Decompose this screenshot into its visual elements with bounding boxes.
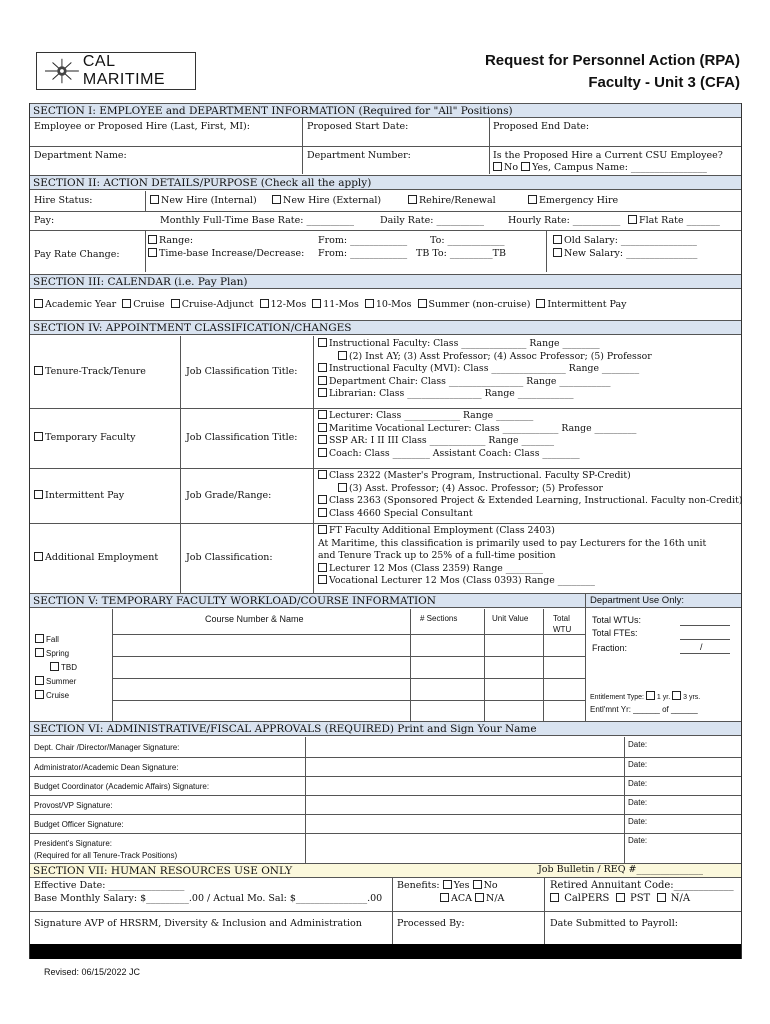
spring-checkbox[interactable] [35, 648, 44, 657]
approval-label-5: President's Signature: [34, 839, 113, 848]
section-3-header: SECTION III: CALENDAR (i.e. Pay Plan) [30, 274, 741, 289]
new-salary-checkbox[interactable] [553, 248, 562, 257]
appointment-type-1 [34, 432, 135, 444]
classification-line [318, 575, 595, 587]
calendar-options [34, 299, 633, 311]
approval-divider [30, 795, 741, 796]
approval-label-1: Administrator/Academic Dean Signature: [34, 763, 179, 772]
classification-line [318, 525, 555, 537]
appointment-type-3 [34, 552, 158, 564]
approval-divider [30, 814, 741, 815]
calendar-checkbox-2[interactable] [171, 299, 180, 308]
calendar-checkbox-7[interactable] [536, 299, 545, 308]
job-bulletin-field[interactable]: Job Bulletin / REQ #______________ [538, 864, 703, 875]
classification-checkbox[interactable] [318, 338, 327, 347]
total-ftes-label: Total FTEs: [592, 628, 638, 638]
appointment-type-checkbox-3[interactable] [34, 552, 43, 561]
fall-checkbox[interactable] [35, 634, 44, 643]
range-to-field[interactable]: To: ____________ [430, 235, 505, 246]
classification-checkbox[interactable] [318, 448, 327, 457]
classification-checkbox[interactable] [318, 470, 327, 479]
timebase-to-field[interactable]: TB To: _________TB [416, 248, 506, 259]
benefits-yes-checkbox[interactable] [443, 880, 452, 889]
daily-rate-field[interactable]: Daily Rate: __________ [380, 215, 484, 226]
classification-line [318, 423, 636, 435]
classification-line [318, 388, 574, 400]
unit-value-column-header: Unit Value [492, 614, 529, 623]
title-line-1: Request for Personnel Action (RPA) [484, 52, 740, 69]
pst-checkbox[interactable] [616, 893, 625, 902]
job-classification-label-3: Job Classification: [186, 552, 273, 563]
classification-checkbox[interactable] [318, 435, 327, 444]
calendar-option-label: Academic Year [45, 299, 117, 310]
title-line-2: Faculty - Unit 3 (CFA) [588, 74, 740, 91]
approval-label-3: Provost/VP Signature: [34, 801, 113, 810]
fraction-slash: / [700, 642, 703, 652]
tbd-checkbox[interactable] [50, 662, 59, 671]
appointment-type-checkbox-2[interactable] [34, 490, 43, 499]
classification-checkbox[interactable] [318, 363, 327, 372]
retired-annuitant-field[interactable]: Retired Annuitant Code:____________ [550, 880, 734, 891]
classification-text: At Maritime, this classification is primarily used to pay Lecturers for the 16th unit [318, 537, 707, 549]
section-7-header: SECTION VII: HUMAN RESOURCES USE ONLY [30, 863, 741, 878]
approval-label-0: Dept. Chair /Director/Manager Signature: [34, 743, 180, 752]
classification-checkbox[interactable] [318, 410, 327, 419]
classification-text: Librarian: Class ________________ Range ____________ [329, 388, 574, 399]
appointment-type-label: Intermittent Pay [45, 489, 125, 501]
revised-date: Revised: 06/15/2022 JC [44, 967, 141, 977]
classification-checkbox[interactable] [338, 351, 347, 360]
calpers-checkbox[interactable] [550, 893, 559, 902]
classification-checkbox[interactable] [318, 423, 327, 432]
csu-no-checkbox[interactable] [493, 162, 502, 171]
new-hire-internal-checkbox[interactable] [150, 195, 159, 204]
retired-na-checkbox[interactable] [657, 893, 666, 902]
classification-text: Vocational Lecturer 12 Mos (Class 0393) Range ________ [329, 575, 595, 586]
classification-line [318, 563, 543, 575]
approval-date-5[interactable]: Date: [628, 836, 648, 845]
new-hire-external-checkbox[interactable] [272, 195, 281, 204]
date-submitted-label: Date Submitted to Payroll: [550, 918, 678, 929]
classification-line [318, 410, 533, 422]
hire-status-label: Hire Status: [34, 195, 93, 206]
classification-text: Class 2363 (Sponsored Project & Extended Learning, Instructional. Faculty non-Credit) [329, 495, 743, 506]
classification-text: SSP AR: I II III Class ____________ Range _______ [329, 435, 555, 446]
calendar-option-label: Summer (non-cruise) [428, 299, 531, 310]
classification-line [338, 483, 603, 495]
cal-maritime-logo [36, 52, 196, 90]
classification-line [318, 338, 600, 350]
classification-line [318, 435, 554, 447]
timebase-checkbox[interactable] [148, 248, 157, 257]
classification-checkbox[interactable] [318, 563, 327, 572]
classification-text: Instructional Faculty: Class ______________ Range ________ [329, 338, 600, 349]
classification-line [318, 495, 742, 507]
calendar-checkbox-6[interactable] [418, 299, 427, 308]
wtu-column-header: WTU [553, 625, 572, 634]
job-classification-label-2: Job Grade/Range: [186, 489, 272, 501]
approval-date-3[interactable]: Date: [628, 798, 648, 807]
calendar-option-label: 11-Mos [323, 299, 359, 310]
classification-text: (3) Asst. Professor; (4) Assoc. Professor; (5) Professor [349, 482, 603, 494]
calendar-checkbox-4[interactable] [312, 299, 321, 308]
approval-date-2[interactable]: Date: [628, 779, 648, 788]
entitlement-type-label: Entitlement Type: [590, 694, 644, 701]
entitlement-year-field[interactable]: Entl'mnt Yr: ______ of ______ [590, 705, 698, 714]
timebase-from-field[interactable]: From: ____________ [318, 248, 408, 259]
section-2-header: SECTION II: ACTION DETAILS/PURPOSE (Check all the apply) [30, 175, 741, 190]
approval-divider [30, 776, 741, 777]
footer-bar [30, 944, 741, 959]
approval-date-1[interactable]: Date: [628, 760, 648, 769]
total-wtus-label: Total WTUs: [592, 615, 642, 625]
approval-divider [30, 757, 741, 758]
section-6-header: SECTION VI: ADMINISTRATIVE/FISCAL APPROVALS (REQUIRED) Print and Sign Your Name [30, 721, 741, 736]
appointment-type-2 [34, 490, 124, 502]
aca-na-checkbox[interactable] [475, 893, 484, 902]
job-classification-label-0: Job Classification Title: [186, 366, 298, 377]
hourly-rate-field[interactable]: Hourly Rate: __________ [508, 215, 621, 226]
classification-text: Maritime Vocational Lecturer: Class ____________ Range _________ [329, 422, 637, 434]
appointment-type-checkbox-1[interactable] [34, 432, 43, 441]
classification-line [318, 363, 639, 375]
approval-date-0[interactable]: Date: [628, 740, 648, 749]
classification-text: (2) Inst AY; (3) Asst Professor; (4) Assoc Professor; (5) Professor [349, 350, 652, 362]
calendar-option-label: 10-Mos [375, 299, 412, 310]
approval-divider [30, 833, 741, 834]
section-4-divider [30, 523, 741, 524]
classification-text: FT Faculty Additional Employment (Class 2403) [329, 525, 555, 536]
form-title [485, 50, 740, 94]
csu-employee-question: Is the Proposed Hire a Current CSU Employee? [493, 150, 723, 161]
csu-yes-checkbox[interactable] [521, 162, 530, 171]
classification-checkbox[interactable] [338, 483, 347, 492]
classification-text: Class 4660 Special Consultant [329, 507, 473, 519]
classification-line [318, 448, 580, 460]
section-4-divider [30, 408, 741, 409]
calendar-checkbox-5[interactable] [365, 299, 374, 308]
range-checkbox[interactable] [148, 235, 157, 244]
pay-label: Pay: [34, 215, 55, 226]
benefits-label: Benefits: [397, 880, 440, 891]
classification-checkbox[interactable] [318, 525, 327, 534]
classification-checkbox[interactable] [318, 575, 327, 584]
president-note: (Required for all Tenure-Track Positions) [34, 851, 178, 860]
rehire-checkbox[interactable] [408, 195, 417, 204]
appointment-type-label: Additional Employment [45, 552, 159, 563]
fraction-label: Fraction: [592, 643, 628, 653]
appointment-type-checkbox-0[interactable] [34, 366, 43, 375]
appointment-type-0 [34, 366, 146, 378]
calendar-option-label: 12-Mos [270, 299, 307, 310]
classification-line [338, 351, 652, 363]
classification-line [318, 508, 473, 520]
classification-checkbox[interactable] [318, 388, 327, 397]
job-classification-label-1: Job Classification Title: [186, 432, 298, 443]
classification-text: Class 2322 (Master's Program, Instructional. Faculty SP-Credit) [329, 470, 631, 481]
flat-rate-checkbox[interactable] [628, 215, 637, 224]
classification-checkbox[interactable] [318, 376, 327, 385]
department-name-label: Department Name: [34, 150, 127, 161]
emergency-hire-checkbox[interactable] [528, 195, 537, 204]
classification-text: Instructional Faculty (MVI): Class ________________ Range ________ [329, 363, 640, 374]
section-4-divider [30, 468, 741, 469]
end-date-label: Proposed End Date: [493, 121, 590, 132]
employee-name-label: Employee or Proposed Hire (Last, First, MI): [34, 121, 250, 132]
appointment-type-label: Tenure-Track/Tenure [45, 366, 146, 377]
base-salary-field[interactable]: Base Monthly Salary: $_________.00 / Actual Mo. Sal: $_______________.00 [34, 893, 383, 904]
ship-wheel-icon [45, 56, 79, 86]
classification-text: Department Chair: Class ________________ Range ___________ [329, 375, 611, 387]
classification-line [318, 470, 631, 482]
cruise-checkbox[interactable] [35, 690, 44, 699]
course-column-header: Course Number & Name [205, 614, 304, 624]
calendar-checkbox-0[interactable] [34, 299, 43, 308]
classification-checkbox[interactable] [318, 508, 327, 517]
classification-line [318, 538, 706, 550]
approval-label-2: Budget Coordinator (Academic Affairs) Signature: [34, 782, 210, 791]
section-4-header: SECTION IV: APPOINTMENT CLASSIFICATION/CHANGES [30, 320, 741, 335]
classification-text: and Tenure Track up to 25% of a full-time position [318, 550, 556, 561]
old-salary-checkbox[interactable] [553, 235, 562, 244]
approval-date-4[interactable]: Date: [628, 817, 648, 826]
logo-text: CAL MARITIME [82, 53, 166, 88]
total-column-header: Total [553, 614, 570, 623]
entitlement-3yr-checkbox[interactable] [672, 691, 681, 700]
classification-checkbox[interactable] [318, 495, 327, 504]
department-number-label: Department Number: [307, 150, 411, 161]
classification-line [318, 550, 556, 562]
monthly-rate-field[interactable]: Monthly Full-Time Base Rate: __________ [160, 215, 354, 226]
benefits-no-checkbox[interactable] [473, 880, 482, 889]
processed-by-label: Processed By: [397, 918, 465, 929]
start-date-label: Proposed Start Date: [307, 121, 409, 132]
avp-signature-label: Signature AVP of HRSRM, Diversity & Inclusion and Administration [34, 918, 362, 929]
pay-rate-change-label: Pay Rate Change: [34, 249, 120, 260]
effective-date-field[interactable]: Effective Date: ________________ [34, 880, 185, 891]
summer-checkbox[interactable] [35, 676, 44, 685]
calendar-checkbox-1[interactable] [122, 299, 131, 308]
calendar-option-label: Cruise-Adjunct [181, 299, 254, 310]
aca-checkbox[interactable] [440, 893, 449, 902]
classification-text: Lecturer: Class ____________ Range ________ [329, 410, 534, 421]
section-5-header: SECTION V: TEMPORARY FACULTY WORKLOAD/COURSE INFORMATION [30, 593, 741, 608]
entitlement-1yr-checkbox[interactable] [646, 691, 655, 700]
classification-text: Coach: Class ________ Assistant Coach: Class ________ [329, 447, 580, 459]
classification-text: Lecturer 12 Mos (Class 2359) Range ________ [329, 562, 543, 574]
appointment-type-label: Temporary Faculty [45, 432, 136, 443]
calendar-option-label: Intermittent Pay [547, 299, 627, 310]
department-use-label: Department Use Only: [590, 595, 684, 606]
calendar-option-label: Cruise [133, 299, 165, 310]
sections-column-header: # Sections [420, 614, 458, 623]
classification-line [318, 376, 611, 388]
calendar-checkbox-3[interactable] [260, 299, 269, 308]
approval-label-4: Budget Officer Signature: [34, 820, 124, 829]
range-from-field[interactable]: From: ____________ [318, 235, 408, 246]
section-1-header: SECTION I: EMPLOYEE and DEPARTMENT INFORMATION (Required for "All" Positions) [30, 103, 741, 118]
